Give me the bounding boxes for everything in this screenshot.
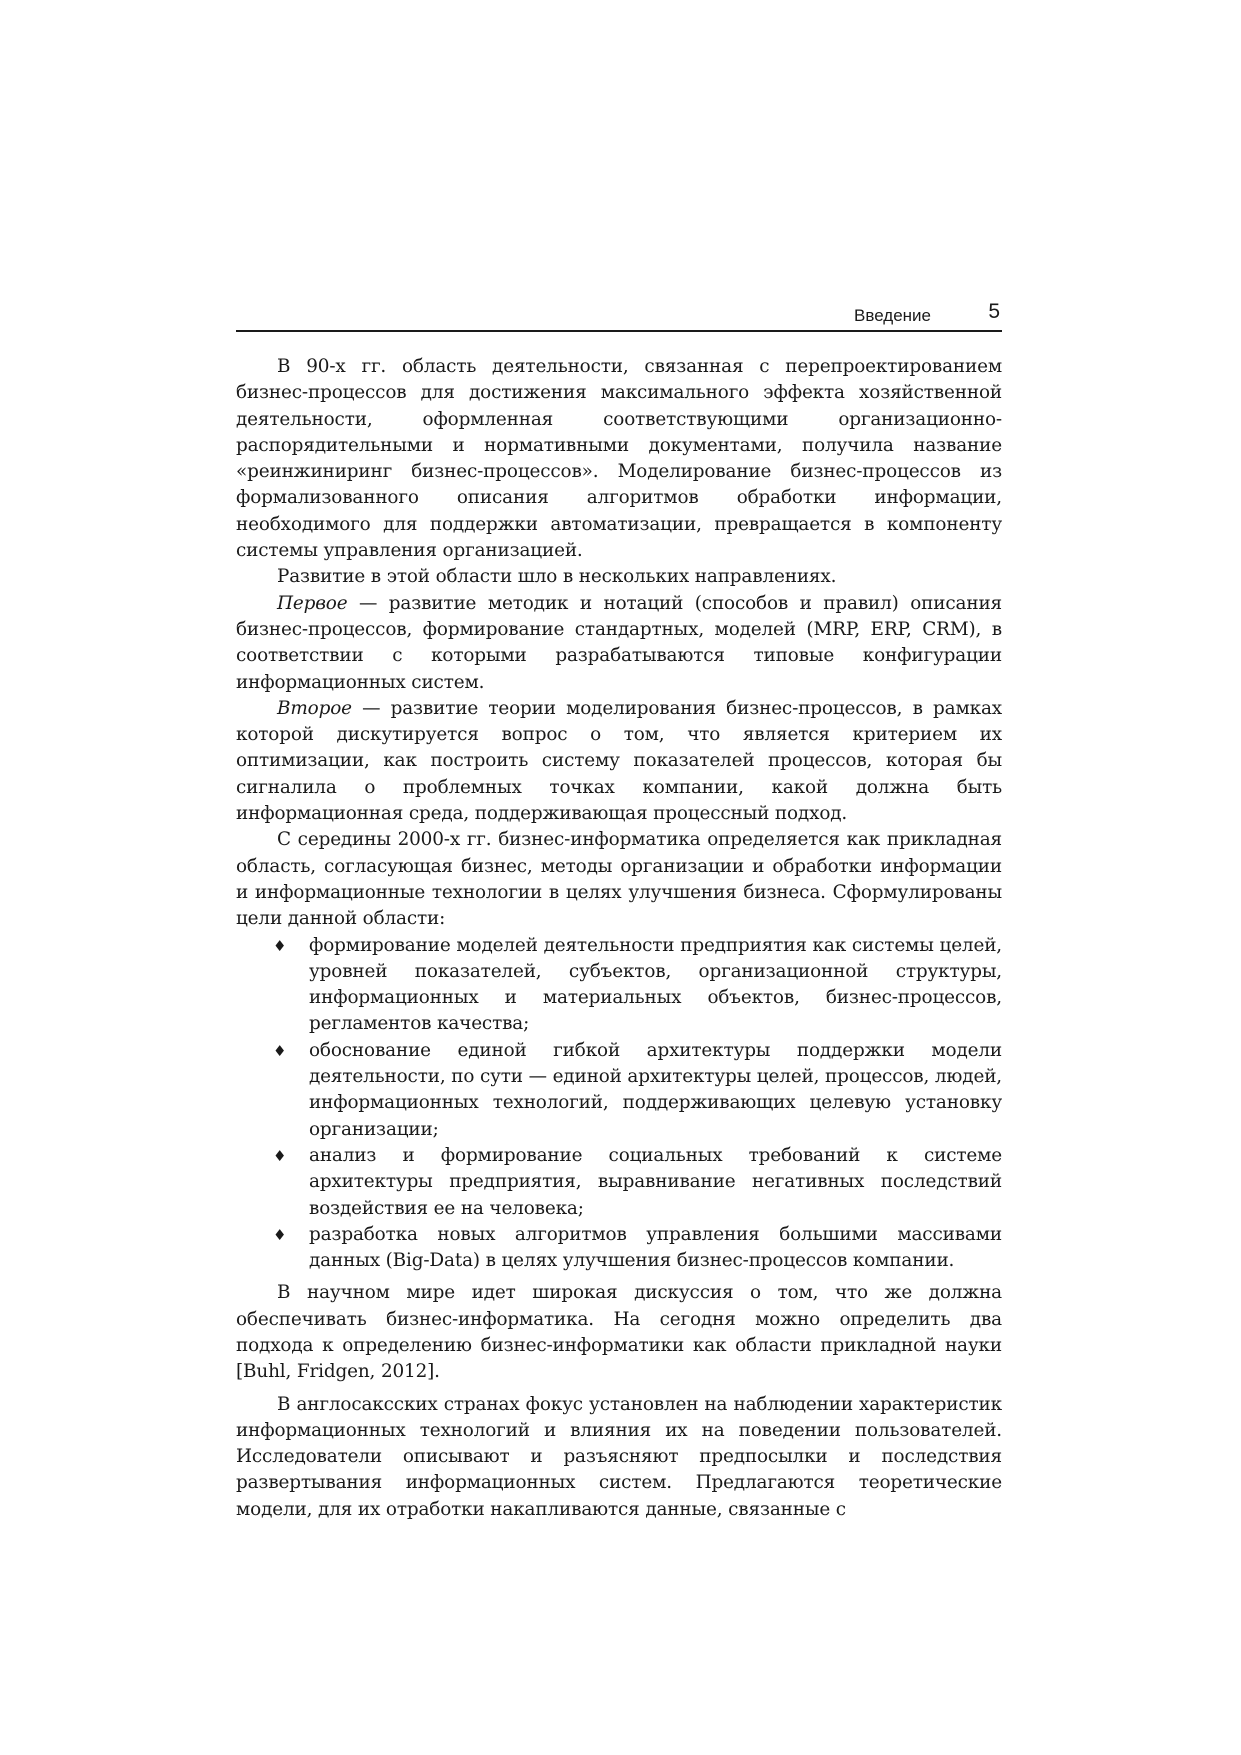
paragraph-5: С середины 2000-х гг. бизнес-информатика определяется как прикладная область, согласующая бизнес, методы организации и обработки информации и информационные технологии в целях улучшения бизнеса. Сформулированы цели данной области:	[236, 829, 1002, 930]
paragraph-lead-first: Первое	[277, 592, 348, 614]
paragraph-first-direction	[236, 591, 1002, 696]
list-item-text: обоснование единой гибкой архитектуры поддержки модели деятельности, по сути — единой архитектуры целей, процессов, людей, информационных технологий, поддерживающих целевую установку организации;	[309, 1039, 1002, 1140]
document-page	[236, 300, 1002, 1523]
paragraph-1: В 90-х гг. область деятельности, связанная с перепроектированием бизнес-процессов для достижения максимального эффекта хозяйственной деятельности, оформленная соответствующими организационно-распорядительными и нормативными документами, получила название «реинжиниринг бизнес-процессов». Моделирование бизнес-процессов из формализованного описания алгоритмов обработки информации, необходимого для поддержки автоматизации, превращается в компоненту системы управления организацией.	[236, 356, 1002, 562]
list-item	[236, 1222, 1002, 1275]
list-item-text: формирование моделей деятельности предприятия как системы целей, уровней показателей, субъектов, организационной структуры, информационных и материальных объектов, бизнес-процессов, регламентов качества;	[309, 934, 1002, 1035]
list-item-text: разработка новых алгоритмов управления большими массивами данных (Big-Data) в целях улучшения бизнес-процессов компании.	[309, 1223, 1002, 1272]
body-text	[236, 354, 1002, 1523]
diamond-bullet-icon: ♦	[273, 1225, 287, 1244]
goals-list	[236, 933, 1002, 1275]
running-title: Введение	[854, 306, 931, 325]
paragraph-lead-second: Второе	[277, 697, 352, 719]
list-item-text: анализ и формирование социальных требований к системе архитектуры предприятия, выравнивание негативных последствий воздействия ее на человека;	[309, 1144, 1002, 1219]
list-item	[236, 933, 1002, 1038]
diamond-bullet-icon: ♦	[273, 936, 287, 955]
paragraph-2: Развитие в этой области шло в нескольких направлениях.	[277, 566, 837, 588]
paragraph-6: В научном мире идет широкая дискуссия о том, что же должна обеспечивать бизнес-информатика. На сегодня можно определить два подхода к определению бизнес-информатики как области прикладной науки [Buhl, Fridgen, 2012].	[236, 1282, 1002, 1383]
list-item	[236, 1038, 1002, 1143]
page-number: 5	[988, 300, 1000, 323]
paragraph-text-second: — развитие теории моделирования бизнес-процессов, в рамках которой дискутируется вопрос о том, что является критерием их оптимизации, как построить систему показателей процессов, которая бы сигналила о проблемных точках компании, какой должна быть информационная среда, поддерживающая процессный подход.	[236, 697, 1002, 825]
running-header	[236, 300, 1002, 332]
list-item	[236, 1143, 1002, 1222]
diamond-bullet-icon: ♦	[273, 1146, 287, 1165]
paragraph-7: В англосаксских странах фокус установлен на наблюдении характеристик информационных технологий и влияния их на поведении пользователей. Исследователи описывают и разъясняют предпосылки и последствия развертывания информационных систем. Предлагаются теоретические модели, для их отработки накапливаются данные, связанные с	[236, 1393, 1002, 1520]
diamond-bullet-icon: ♦	[273, 1041, 287, 1060]
paragraph-text-first: — развитие методик и нотаций (способов и правил) описания бизнес-процессов, формирование стандартных, моделей (MRP, ERP, CRM), в соответствии с которыми разрабатываются типовые конфигурации информационных систем.	[236, 592, 1002, 693]
paragraph-second-direction	[236, 696, 1002, 827]
